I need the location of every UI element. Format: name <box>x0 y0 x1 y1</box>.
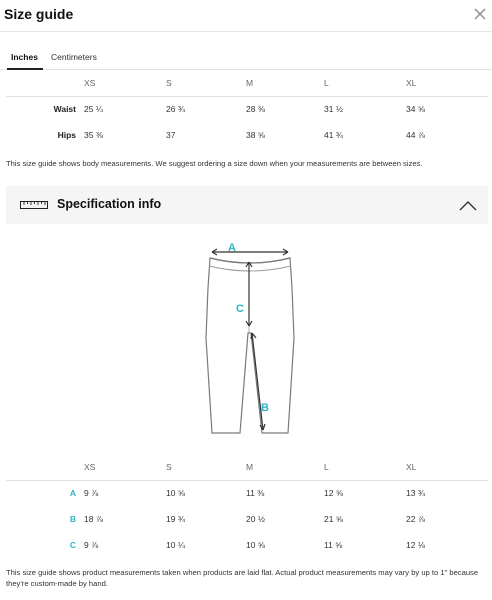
table-cell: 38 ⅝ <box>246 130 265 140</box>
header-blank <box>6 70 84 96</box>
specification-title: Specification info <box>57 197 162 211</box>
table-row <box>6 122 488 148</box>
table-cell: 9 ⅞ <box>84 488 99 499</box>
row-label-a: A <box>69 488 76 499</box>
table-cell: 11 ⅝ <box>324 540 343 550</box>
size-header-xs: XS <box>84 77 96 88</box>
size-header-m: M <box>246 77 254 88</box>
pants-measurement-diagram <box>200 238 300 438</box>
size-header-row <box>6 70 488 96</box>
product-measurement-note: This size guide shows product measurements taken when products are laid flat. Actual product measurements may vary by up to 1" because they're custom-made by hand. <box>6 568 479 588</box>
table-cell: 11 ⅜ <box>246 488 265 499</box>
table-cell: 25 ¼ <box>84 104 103 115</box>
table-row <box>6 532 488 558</box>
page-title: Size guide <box>4 6 74 22</box>
diagram-label-c: C <box>236 303 244 315</box>
size-header-l: L <box>324 77 329 88</box>
table-cell: 12 ⅛ <box>406 540 425 550</box>
table-cell: 19 ¾ <box>166 514 185 524</box>
table-cell: 10 ⅝ <box>166 488 185 499</box>
size-header-l: L <box>324 461 329 472</box>
diagram-label-b: B <box>261 402 269 414</box>
size-header-row <box>6 454 488 480</box>
table-cell: 34 ⅝ <box>406 104 425 115</box>
table-row <box>6 480 488 506</box>
size-header-s: S <box>166 77 172 88</box>
table-cell: 28 ⅜ <box>246 104 265 115</box>
table-cell: 22 ⅞ <box>406 514 425 524</box>
ruler-icon <box>20 200 48 210</box>
table-cell: 35 ⅜ <box>84 130 103 140</box>
table-cell: 10 ⅝ <box>246 540 265 550</box>
table-cell: 13 ¾ <box>406 488 425 499</box>
table-cell: 21 ⅝ <box>324 514 343 524</box>
table-row <box>6 96 488 122</box>
size-header-xl: XL <box>406 77 417 88</box>
table-cell: 26 ¾ <box>166 104 185 115</box>
table-row <box>6 506 488 532</box>
table-cell: 9 ⅞ <box>84 540 99 550</box>
size-header-xs: XS <box>84 461 96 472</box>
table-cell: 10 ¼ <box>166 540 185 550</box>
table-cell: 18 ⅞ <box>84 514 103 524</box>
body-measurements-table <box>6 70 488 148</box>
size-header-s: S <box>166 461 172 472</box>
row-label-c: C <box>69 540 76 550</box>
row-label-hips: Hips <box>57 130 76 140</box>
close-icon[interactable] <box>472 6 488 22</box>
product-measurements-table <box>6 454 488 558</box>
table-cell: 44 ⅞ <box>406 130 425 140</box>
table-cell: 12 ⅝ <box>324 488 343 499</box>
table-cell: 37 <box>166 130 176 140</box>
tab-centimeters[interactable]: Centimeters <box>51 52 97 62</box>
size-header-m: M <box>246 461 254 472</box>
row-label-b: B <box>69 514 76 524</box>
modal-header <box>0 0 492 32</box>
unit-tabs <box>0 44 492 70</box>
size-header-xl: XL <box>406 461 417 472</box>
row-label-waist: Waist <box>53 104 76 115</box>
specification-info-toggle[interactable] <box>6 186 488 224</box>
header-blank <box>6 454 84 480</box>
body-measurement-note: This size guide shows body measurements. We suggest ordering a size down when your measurements are between sizes. <box>6 159 423 168</box>
chevron-up-icon[interactable] <box>458 198 478 212</box>
table-cell: 41 ¾ <box>324 130 343 140</box>
table-cell: 20 ½ <box>246 514 265 524</box>
diagram-label-a: A <box>228 242 236 254</box>
tab-inches[interactable]: Inches <box>11 52 38 62</box>
table-cell: 31 ½ <box>324 104 343 115</box>
